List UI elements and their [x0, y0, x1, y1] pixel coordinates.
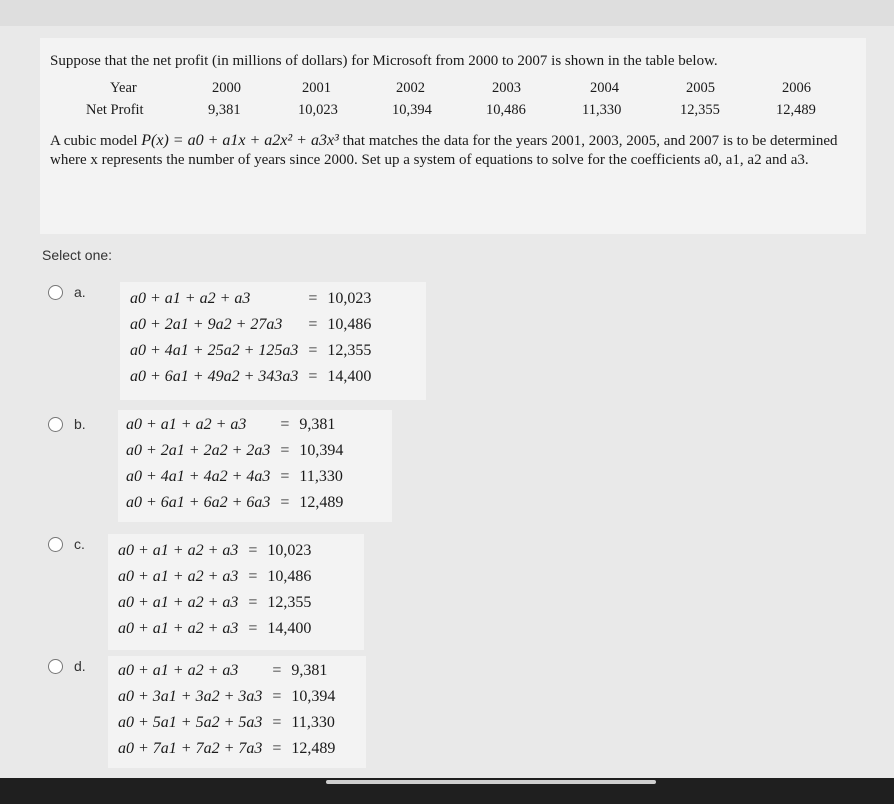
equation-lhs: a0 + a1 + a2 + a3	[118, 594, 239, 611]
radio-button[interactable]	[48, 417, 63, 432]
table-year: 2006	[782, 80, 811, 96]
equals-sign: =	[272, 740, 282, 757]
equation-lhs: a0 + 2a1 + 9a2 + 27a3	[130, 316, 283, 333]
table-profit: 11,330	[582, 102, 622, 118]
question-panel	[40, 38, 866, 234]
equation-rhs: 14,400	[327, 368, 372, 385]
equation-rhs: 11,330	[299, 468, 343, 485]
equals-sign: =	[308, 368, 318, 385]
model-description	[50, 131, 856, 170]
option-letter: b.	[74, 416, 86, 432]
table-row-label-profit: Net Profit	[86, 102, 144, 118]
equation-rhs: 10,394	[299, 442, 344, 459]
equation-rhs: 12,489	[291, 740, 336, 757]
equation-rhs: 10,023	[327, 290, 372, 307]
equation-lhs: a0 + a1 + a2 + a3	[118, 542, 239, 559]
equation-lhs: a0 + 2a1 + 2a2 + 2a3	[126, 442, 271, 459]
equals-sign: =	[248, 620, 258, 637]
equation-lhs: a0 + a1 + a2 + a3	[130, 290, 251, 307]
equation-rhs: 12,489	[299, 494, 344, 511]
option-letter: d.	[74, 658, 86, 674]
table-year: 2005	[686, 80, 715, 96]
equation-lhs: a0 + 6a1 + 6a2 + 6a3	[126, 494, 271, 511]
equation-lhs: a0 + a1 + a2 + a3	[118, 662, 239, 679]
table-year: 2002	[396, 80, 425, 96]
equals-sign: =	[308, 316, 318, 333]
equation-rhs: 11,330	[291, 714, 335, 731]
option-b-equations[interactable]	[118, 410, 392, 522]
table-year: 2000	[212, 80, 241, 96]
equation-rhs: 10,486	[327, 316, 372, 333]
equation-rhs: 12,355	[267, 594, 312, 611]
table-profit: 10,486	[486, 102, 526, 118]
equals-sign: =	[272, 714, 282, 731]
equation-rhs: 10,394	[291, 688, 336, 705]
select-one-label: Select one:	[42, 247, 113, 263]
table-year: 2001	[302, 80, 331, 96]
table-profit: 9,381	[208, 102, 241, 118]
model-text: that matches the data for the years 2001, 2003, 2005, and 2007 is to be determined where x represents the number of years since 2000. Set up a system of equations to solve for the coefficients a0, a1, a2 and a3.	[50, 133, 838, 168]
table-profit: 10,394	[392, 102, 432, 118]
equation-lhs: a0 + 7a1 + 7a2 + 7a3	[118, 740, 263, 757]
equation-rhs: 12,355	[327, 342, 372, 359]
equals-sign: =	[272, 662, 282, 679]
equals-sign: =	[280, 442, 290, 459]
radio-button[interactable]	[48, 537, 63, 552]
equation-lhs: a0 + 6a1 + 49a2 + 343a3	[130, 368, 299, 385]
model-formula: P(x) = a0 + a1x + a2x² + a3x³	[141, 132, 339, 149]
top-bar	[0, 0, 894, 26]
home-indicator	[326, 780, 656, 784]
equation-lhs: a0 + a1 + a2 + a3	[126, 416, 247, 433]
option-a-equations[interactable]	[120, 282, 426, 400]
radio-button[interactable]	[48, 285, 63, 300]
equation-lhs: a0 + a1 + a2 + a3	[118, 620, 239, 637]
option-d-equations[interactable]	[108, 656, 366, 768]
question-intro: Suppose that the net profit (in millions of dollars) for Microsoft from 2000 to 2007 is shown in the table below.	[50, 53, 718, 69]
equals-sign: =	[280, 468, 290, 485]
table-year: 2003	[492, 80, 521, 96]
equation-rhs: 10,023	[267, 542, 312, 559]
option-letter: c.	[74, 536, 85, 552]
equals-sign: =	[272, 688, 282, 705]
equals-sign: =	[248, 594, 258, 611]
equation-lhs: a0 + 3a1 + 3a2 + 3a3	[118, 688, 263, 705]
radio-button[interactable]	[48, 659, 63, 674]
equals-sign: =	[280, 416, 290, 433]
table-profit: 12,355	[680, 102, 720, 118]
option-letter: a.	[74, 284, 86, 300]
equals-sign: =	[248, 542, 258, 559]
equation-lhs: a0 + a1 + a2 + a3	[118, 568, 239, 585]
equation-rhs: 9,381	[299, 416, 336, 433]
profit-table	[50, 79, 856, 123]
table-row-label-year: Year	[110, 80, 137, 96]
table-profit: 12,489	[776, 102, 816, 118]
equals-sign: =	[308, 290, 318, 307]
equation-lhs: a0 + 4a1 + 25a2 + 125a3	[130, 342, 299, 359]
option-c-equations[interactable]	[108, 534, 364, 650]
equation-lhs: a0 + 5a1 + 5a2 + 5a3	[118, 714, 263, 731]
model-prefix: A cubic model	[50, 133, 138, 149]
equals-sign: =	[308, 342, 318, 359]
table-year: 2004	[590, 80, 619, 96]
equals-sign: =	[248, 568, 258, 585]
equals-sign: =	[280, 494, 290, 511]
equation-rhs: 9,381	[291, 662, 328, 679]
equation-lhs: a0 + 4a1 + 4a2 + 4a3	[126, 468, 271, 485]
equation-rhs: 10,486	[267, 568, 312, 585]
table-profit: 10,023	[298, 102, 338, 118]
equation-rhs: 14,400	[267, 620, 312, 637]
